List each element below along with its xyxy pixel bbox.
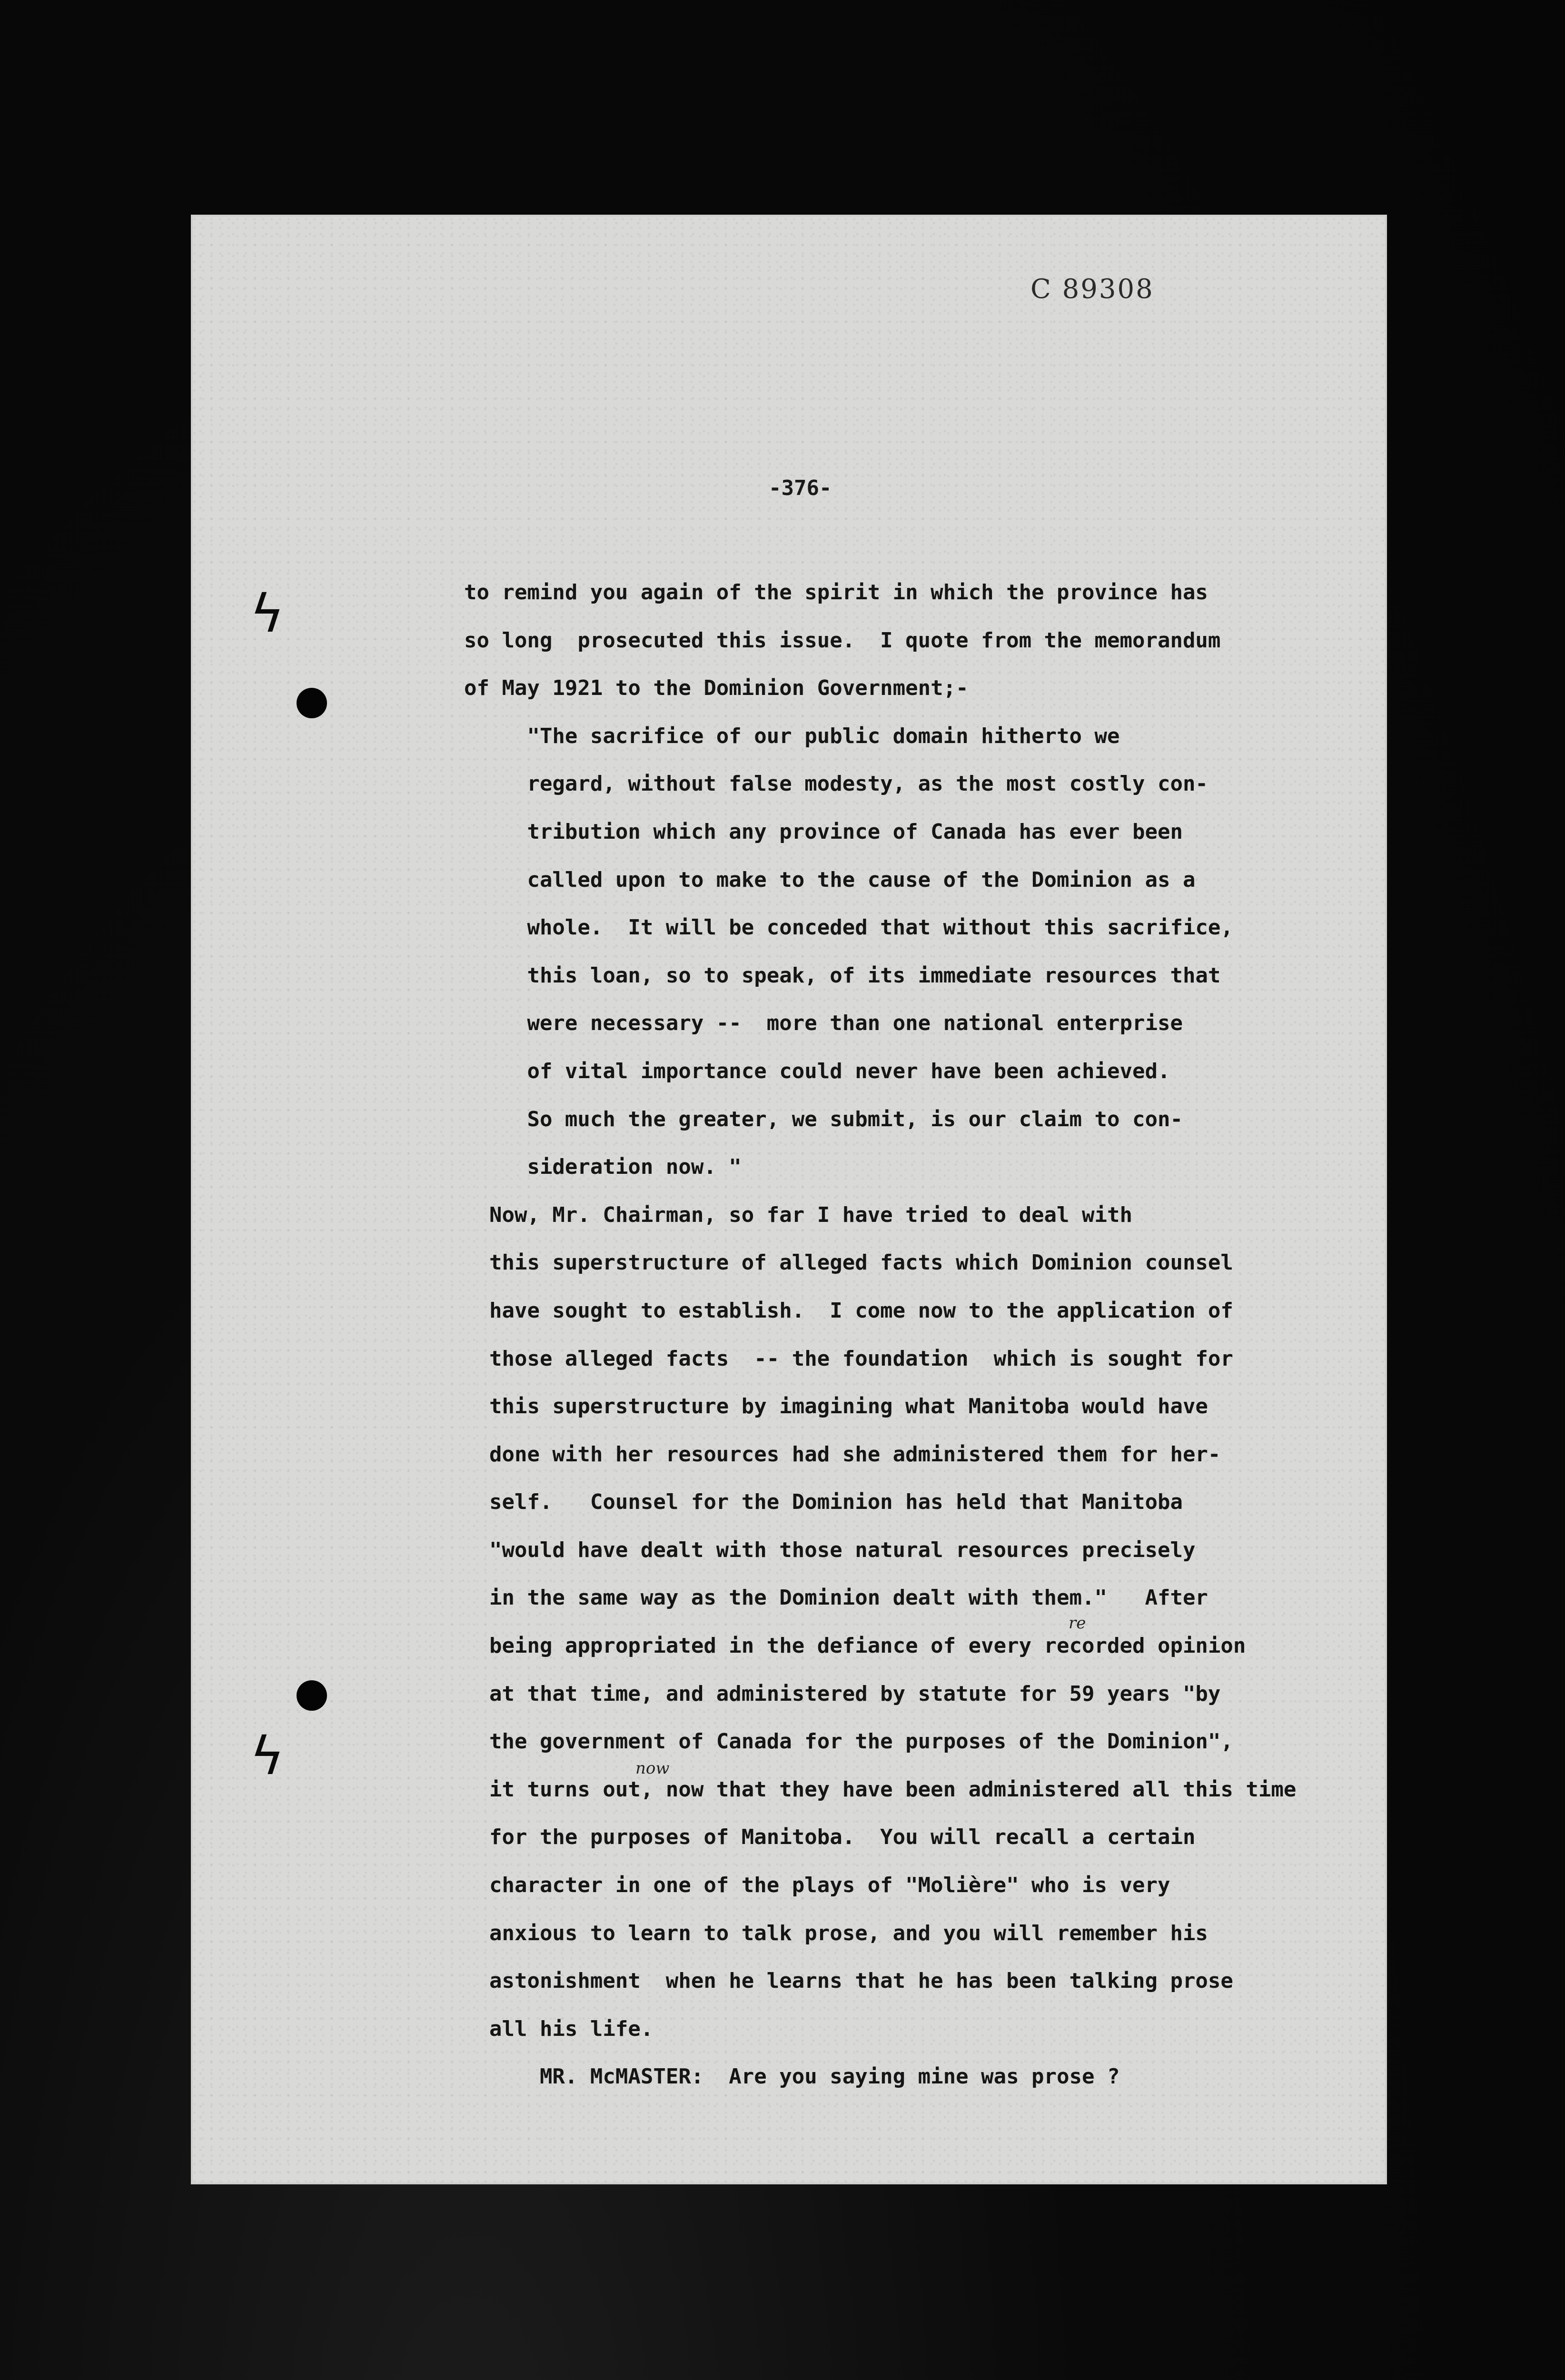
document-page: [193, 217, 1385, 2182]
text-line: in the same way as the Dominion dealt with them." After: [464, 1586, 1208, 1610]
text-line: tribution which any province of Canada has ever been: [464, 819, 1183, 844]
page-number: -376-: [769, 476, 832, 500]
text-line: So much the greater, we submit, is our claim to con-: [464, 1107, 1183, 1131]
text-line: so long prosecuted this issue. I quote from the memorandum: [464, 628, 1221, 653]
text-line: astonishment when he learns that he has been talking prose: [464, 1969, 1233, 1993]
text-line: done with her resources had she administered them for her-: [464, 1442, 1221, 1467]
text-line: all his life.: [464, 2016, 654, 2041]
text-line: being appropriated in the defiance of every recorded opinion: [464, 1634, 1246, 1658]
text-line: at that time, and administered by statute for 59 years "by: [464, 1681, 1221, 1706]
text-line: this loan, so to speak, of its immediate resources that: [464, 963, 1221, 988]
text-line: "would have dealt with those natural resources precisely: [464, 1537, 1196, 1562]
text-line: to remind you again of the spirit in which the province has: [464, 580, 1208, 605]
text-line: called upon to make to the cause of the Dominion as a: [464, 867, 1196, 892]
text-line: whole. It will be conceded that without this sacrifice,: [464, 915, 1233, 940]
text-line: it turns out, now that they have been administered all this time: [464, 1777, 1297, 1802]
punch-hole: [297, 688, 327, 718]
document-body: [464, 569, 1359, 2101]
paper-tear-mark: ϟ: [250, 1726, 285, 1786]
text-line: of May 1921 to the Dominion Government;-: [464, 676, 969, 701]
text-line: this superstructure by imagining what Manitoba would have: [464, 1394, 1208, 1419]
paper-tear-mark: ϟ: [250, 583, 285, 644]
text-line: anxious to learn to talk prose, and you will remember his: [464, 1921, 1208, 1945]
text-line: those alleged facts -- the foundation which is sought for: [464, 1346, 1233, 1371]
text-line: regard, without false modesty, as the most costly con-: [464, 772, 1208, 796]
text-line: the government of Canada for the purposes of the Dominion",: [464, 1729, 1233, 1754]
text-line: "The sacrifice of our public domain hitherto we: [464, 724, 1120, 748]
text-line: this superstructure of alleged facts which Dominion counsel: [464, 1250, 1233, 1275]
handwritten-insertion: now: [635, 1759, 670, 1778]
text-line: for the purposes of Manitoba. You will recall a certain: [464, 1825, 1196, 1850]
text-line: MR. McMASTER: Are you saying mine was prose ?: [464, 2064, 1120, 2089]
text-line: Now, Mr. Chairman, so far I have tried to deal with: [464, 1202, 1132, 1227]
text-line: character in one of the plays of "Molière" who is very: [464, 1873, 1170, 1898]
text-line: self. Counsel for the Dominion has held that Manitoba: [464, 1490, 1183, 1515]
text-line: sideration now. ": [464, 1155, 742, 1180]
handwritten-insertion: re: [1069, 1614, 1086, 1633]
text-line: of vital importance could never have been achieved.: [464, 1059, 1170, 1083]
reference-number: C 89308: [1030, 274, 1154, 305]
text-line: have sought to establish. I come now to the application of: [464, 1298, 1233, 1323]
text-line: were necessary -- more than one national enterprise: [464, 1011, 1183, 1036]
punch-hole: [297, 1680, 327, 1711]
